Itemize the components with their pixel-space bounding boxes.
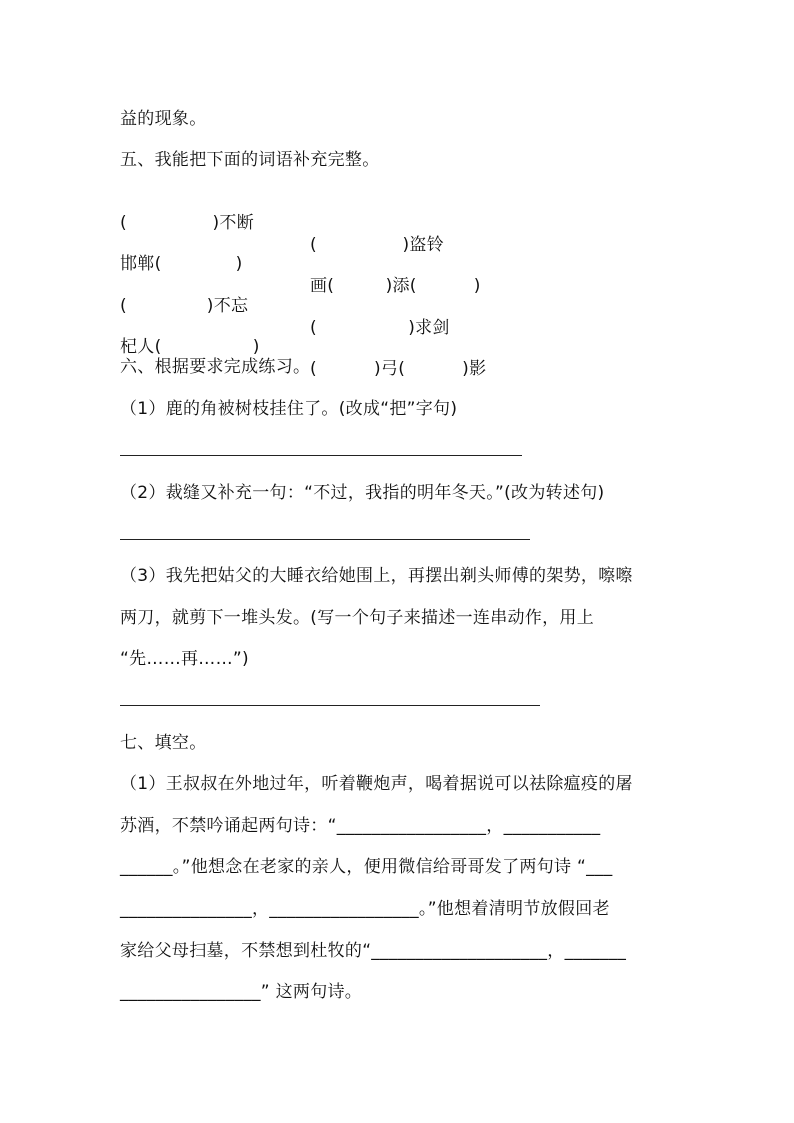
question-3-line-3: “先……再……”)	[120, 649, 249, 669]
idiom-blank-3[interactable]: 邯郸( )	[120, 254, 243, 274]
idiom-blank-4[interactable]: 画( )添( )	[310, 276, 481, 296]
answer-line-3[interactable]	[120, 705, 540, 706]
fill-line-6[interactable]: ________________” 这两句诗。	[120, 982, 363, 1002]
fill-line-4[interactable]: _______________，_________________。”他想着清明节放假回老	[120, 899, 610, 919]
fill-line-3[interactable]: ______。”他想念在老家的亲人，便用微信给哥哥发了两句诗 “___	[120, 857, 613, 877]
section-7-heading: 七、填空。	[120, 733, 207, 753]
idiom-blank-5[interactable]: ( )不忘	[120, 296, 249, 316]
idiom-blank-6[interactable]: ( )求剑	[310, 318, 450, 338]
line-continuation: 益的现象。	[120, 109, 207, 129]
fill-line-1: （1）王叔叔在外地过年，听着鞭炮声，喝着据说可以祛除瘟疫的屠	[120, 774, 633, 794]
section-6-heading: 六、根据要求完成练习。	[120, 357, 311, 377]
fill-line-2[interactable]: 苏酒，不禁吟诵起两句诗：“_________________，___________	[120, 816, 601, 836]
idiom-blank-8[interactable]: ( )弓( )影	[310, 359, 487, 379]
answer-line-2[interactable]	[120, 539, 530, 540]
question-2: （2）裁缝又补充一句：“不过，我指的明年冬天。”(改为转述句)	[120, 483, 605, 503]
question-3-line-2: 两刀，就剪下一堆头发。(写一个句子来描述一连串动作，用上	[120, 608, 595, 628]
section-5-heading: 五、我能把下面的词语补充完整。	[120, 150, 380, 170]
fill-line-5[interactable]: 家给父母扫墓，不禁想到杜牧的“____________________，_______	[120, 941, 627, 961]
question-3-line-1: （3）我先把姑父的大睡衣给她围上，再摆出剃头师傅的架势，嚓嚓	[120, 566, 633, 586]
idiom-blank-2[interactable]: ( )盗铃	[310, 235, 445, 255]
question-1: （1）鹿的角被树枝挂住了。(改成“把”字句)	[120, 399, 458, 419]
answer-line-1[interactable]	[120, 455, 522, 456]
idiom-blank-7[interactable]: 杞人( )	[120, 337, 260, 357]
idiom-blank-1[interactable]: ( )不断	[120, 213, 255, 233]
